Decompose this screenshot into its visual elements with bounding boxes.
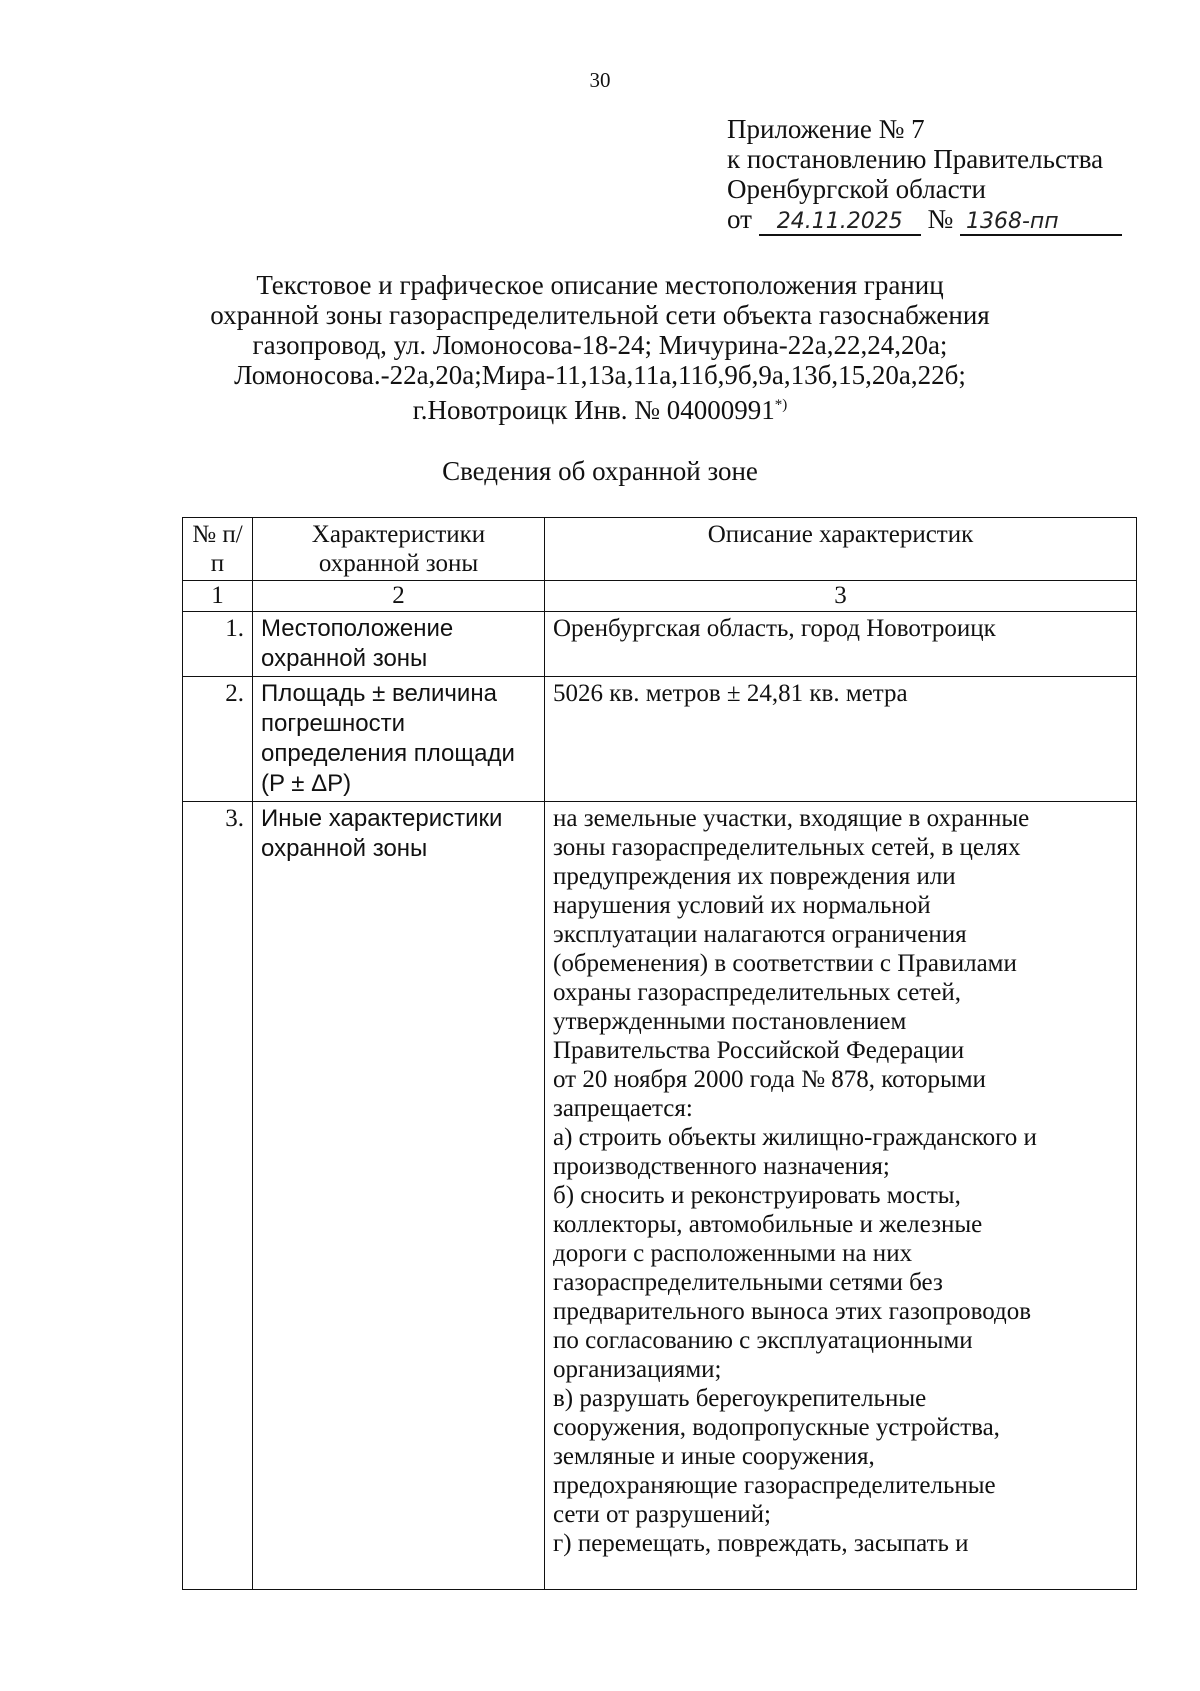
description-line: эксплуатации налагаются ограничения	[553, 921, 967, 948]
title-line-1: Текстовое и графическое описание местоположения границ	[256, 270, 944, 300]
row-name: Иные характеристики охранной зоны	[253, 802, 545, 1590]
description-line: предохраняющие газораспределительные	[553, 1472, 996, 1499]
date-prefix: от	[727, 204, 752, 234]
description-line: охраны газораспределительных сетей,	[553, 979, 961, 1006]
table-row	[183, 802, 1137, 1590]
title-line-4: Ломоносова.-22а,20а;Мира-11,13а,11а,11б,9б,9а,13б,15,20а,22б;	[234, 360, 966, 390]
row-description	[545, 612, 1137, 677]
index-cell-1: 1	[183, 581, 253, 612]
handwritten-number: 1368-пп	[960, 210, 1122, 236]
table-row	[183, 612, 1137, 677]
row-number: 2.	[183, 677, 253, 802]
title-line-5	[0, 390, 1200, 425]
description-line: зоны газораспределительных сетей, в целях	[553, 834, 1021, 861]
description-line: дороги с расположенными на них	[553, 1240, 913, 1267]
header-number: № п/п	[183, 518, 253, 581]
row-name: Площадь ± величина погрешности определения площади (P ± ΔP)	[253, 677, 545, 802]
appendix-date-line	[727, 204, 1167, 236]
appendix-line-2: к постановлению Правительства	[727, 144, 1104, 174]
description-line: сети от разрушений;	[553, 1501, 771, 1528]
row-description	[545, 802, 1137, 1590]
section-subtitle: Сведения об охранной зоне	[442, 456, 758, 486]
description-line: коллекторы, автомобильные и железные	[553, 1211, 983, 1238]
description-line: нарушения условий их нормальной	[553, 892, 931, 919]
description-line: от 20 ноября 2000 года № 878, которыми	[553, 1066, 986, 1093]
footnote-mark: *)	[774, 397, 788, 413]
row-number: 1.	[183, 612, 253, 677]
row-description	[545, 677, 1137, 802]
description-line: предупреждения их повреждения или	[553, 863, 956, 890]
title-line-2: охранной зоны газораспределительной сети объекта газоснабжения	[210, 300, 990, 330]
description-line: земляные и иные сооружения,	[553, 1443, 875, 1470]
table-index-row	[183, 581, 1137, 612]
appendix-block	[727, 114, 1167, 236]
description-line: а) строить объекты жилищно-гражданского и	[553, 1124, 1037, 1151]
description-line: организациями;	[553, 1356, 722, 1383]
row-name: Местоположение охранной зоны	[253, 612, 545, 677]
description-line: г) перемещать, повреждать, засыпать и	[553, 1530, 969, 1557]
description-line: в) разрушать берегоукрепительные	[553, 1385, 927, 1412]
title-line-5-text: г.Новотроицк Инв. № 04000991	[412, 395, 775, 425]
appendix-line-1: Приложение № 7	[727, 114, 925, 144]
description-line: производственного назначения;	[553, 1153, 890, 1180]
appendix-line-3: Оренбургской области	[727, 174, 986, 204]
handwritten-date: 24.11.2025	[759, 210, 921, 236]
description-line: (обременения) в соответствии с Правилами	[553, 950, 1017, 977]
number-prefix: №	[927, 204, 954, 234]
description-line: б) сносить и реконструировать мосты,	[553, 1182, 961, 1209]
index-cell-3: 3	[545, 581, 1137, 612]
description-line: предварительного выноса этих газопроводов	[553, 1298, 1032, 1325]
description-line: Правительства Российской Федерации	[553, 1037, 965, 1064]
description-line: по согласованию с эксплуатационными	[553, 1327, 973, 1354]
description-line: 5026 кв. метров ± 24,81 кв. метра	[553, 680, 908, 707]
description-line: на земельные участки, входящие в охранные	[553, 805, 1030, 832]
table-header-row	[183, 518, 1137, 581]
row-number: 3.	[183, 802, 253, 1590]
description-line: Оренбургская область, город Новотроицк	[553, 615, 996, 642]
document-title	[0, 270, 1200, 425]
description-line: утвержденными постановлением	[553, 1008, 907, 1035]
header-description: Описание характеристик	[545, 518, 1137, 581]
header-characteristics: Характеристики охранной зоны	[253, 518, 545, 581]
index-cell-2: 2	[253, 581, 545, 612]
description-line: запрещается:	[553, 1095, 693, 1122]
description-line: газораспределительными сетями без	[553, 1269, 943, 1296]
protection-zone-table	[182, 517, 1137, 1590]
page-number: 30	[589, 68, 611, 92]
table-row	[183, 677, 1137, 802]
title-line-3: газопровод, ул. Ломоносова-18-24; Мичурина-22а,22,24,20а;	[252, 330, 948, 360]
description-line: сооружения, водопропускные устройства,	[553, 1414, 1000, 1441]
